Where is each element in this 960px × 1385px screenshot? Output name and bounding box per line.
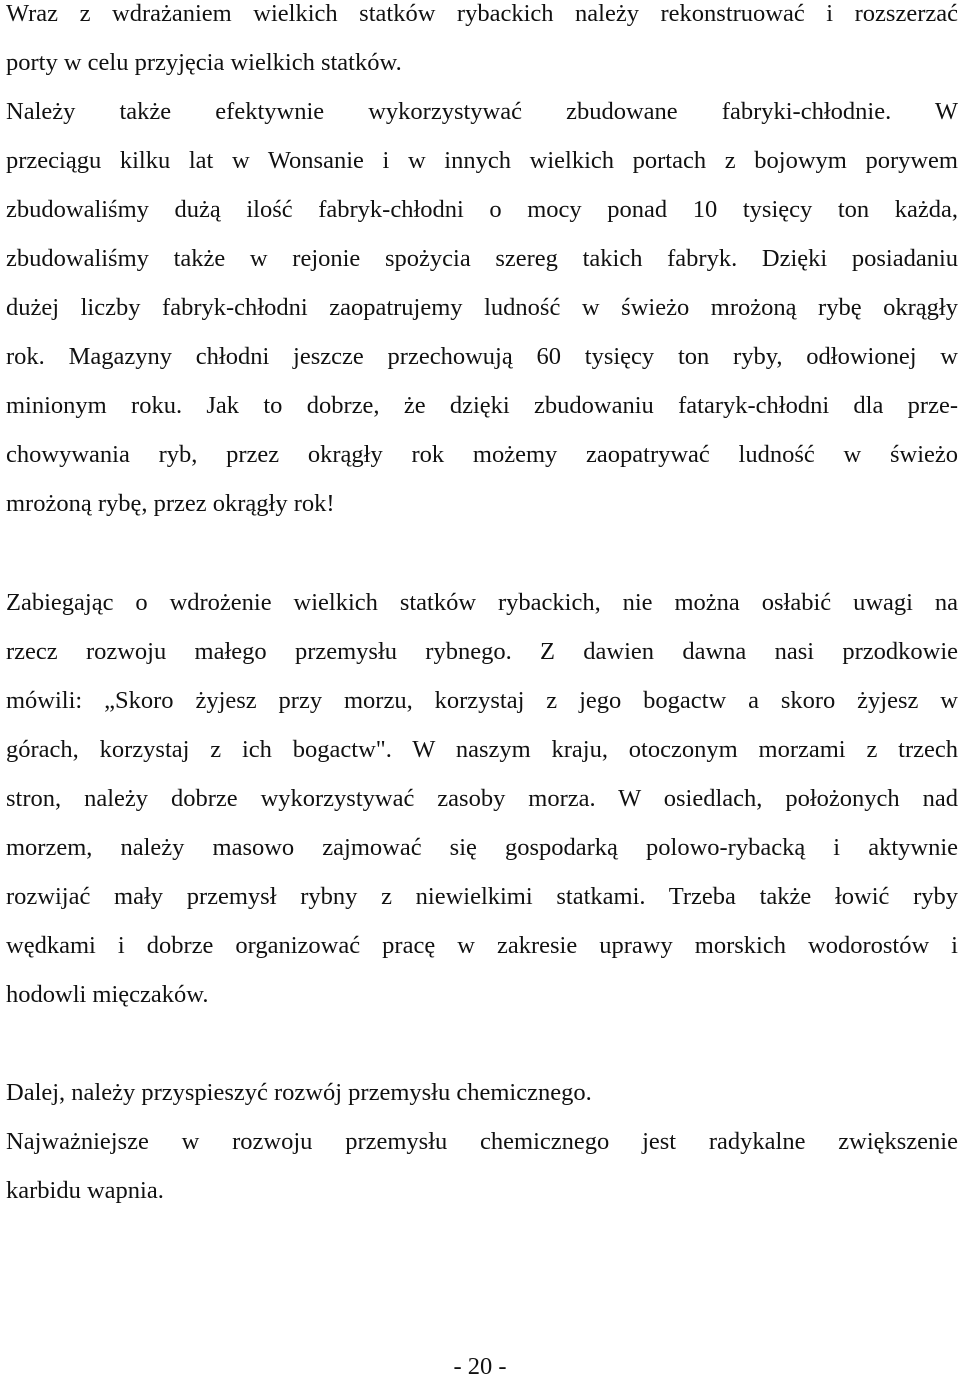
paragraph-small-fishing bbox=[6, 578, 958, 1019]
text-line: Należy także efektywnie wykorzystywać zbudowane fabryki-chłodnie. W bbox=[6, 98, 958, 125]
paragraph-calcium-carbide bbox=[6, 1117, 958, 1215]
paragraph-ports bbox=[6, 0, 958, 87]
page-number: - 20 - bbox=[453, 1353, 507, 1380]
text-line: Dalej, należy przyspieszyć rozwój przemysłu chemicznego. bbox=[6, 1079, 592, 1106]
text-line: rozwijać mały przemysł rybny z niewielkimi statkami. Trzeba także łowić ryby bbox=[6, 883, 958, 910]
text-line: rok. Magazyny chłodni jeszcze przechowują 60 tysięcy ton ryby, odłowionej w bbox=[6, 343, 958, 370]
paragraph-chemical-industry bbox=[6, 1068, 958, 1117]
text-line: górach, korzystaj z ich bogactw". W naszym kraju, otoczonym morzami z trzech bbox=[6, 736, 958, 763]
text-line: zbudowaliśmy dużą ilość fabryk-chłodni o mocy ponad 10 tysięcy ton każda, bbox=[6, 196, 958, 223]
text-line: mrożoną rybę, przez okrągły rok! bbox=[6, 490, 335, 517]
paragraph-cold-storage bbox=[6, 87, 958, 528]
text-line: wędkami i dobrze organizować pracę w zakresie uprawy morskich wodorostów i bbox=[6, 932, 958, 959]
text-line: dużej liczby fabryk-chłodni zaopatrujemy ludność w świeżo mrożoną rybę okrągły bbox=[6, 294, 958, 321]
text-line: przeciągu kilku lat w Wonsanie i w innych wielkich portach z bojowym porywem bbox=[6, 147, 958, 174]
text-line: zbudowaliśmy także w rejonie spożycia szereg takich fabryk. Dzięki posiadaniu bbox=[6, 245, 958, 272]
text-line: rzecz rozwoju małego przemysłu rybnego. Z dawien dawna nasi przodkowie bbox=[6, 638, 958, 665]
text-line: Wraz z wdrażaniem wielkich statków rybackich należy rekonstruować i rozszerzać bbox=[6, 0, 958, 27]
text-line: chowywania ryb, przez okrągły rok możemy zaopatrywać ludność w świeżo bbox=[6, 441, 958, 468]
text-line: hodowli mięczaków. bbox=[6, 981, 209, 1008]
text-line: minionym roku. Jak to dobrze, że dzięki zbudowaniu fataryk-chłodni dla prze- bbox=[6, 392, 958, 419]
text-line: stron, należy dobrze wykorzystywać zasoby morza. W osiedlach, położonych nad bbox=[6, 785, 958, 812]
text-line: mówili: „Skoro żyjesz przy morzu, korzystaj z jego bogactw a skoro żyjesz w bbox=[6, 687, 958, 714]
text-line: porty w celu przyjęcia wielkich statków. bbox=[6, 49, 402, 76]
text-line: morzem, należy masowo zajmować się gospodarką polowo-rybacką i aktywnie bbox=[6, 834, 958, 861]
text-line: Najważniejsze w rozwoju przemysłu chemicznego jest radykalne zwiększenie bbox=[6, 1128, 958, 1155]
text-line: Zabiegając o wdrożenie wielkich statków rybackich, nie można osłabić uwagi na bbox=[6, 589, 958, 616]
text-line: karbidu wapnia. bbox=[6, 1177, 164, 1204]
